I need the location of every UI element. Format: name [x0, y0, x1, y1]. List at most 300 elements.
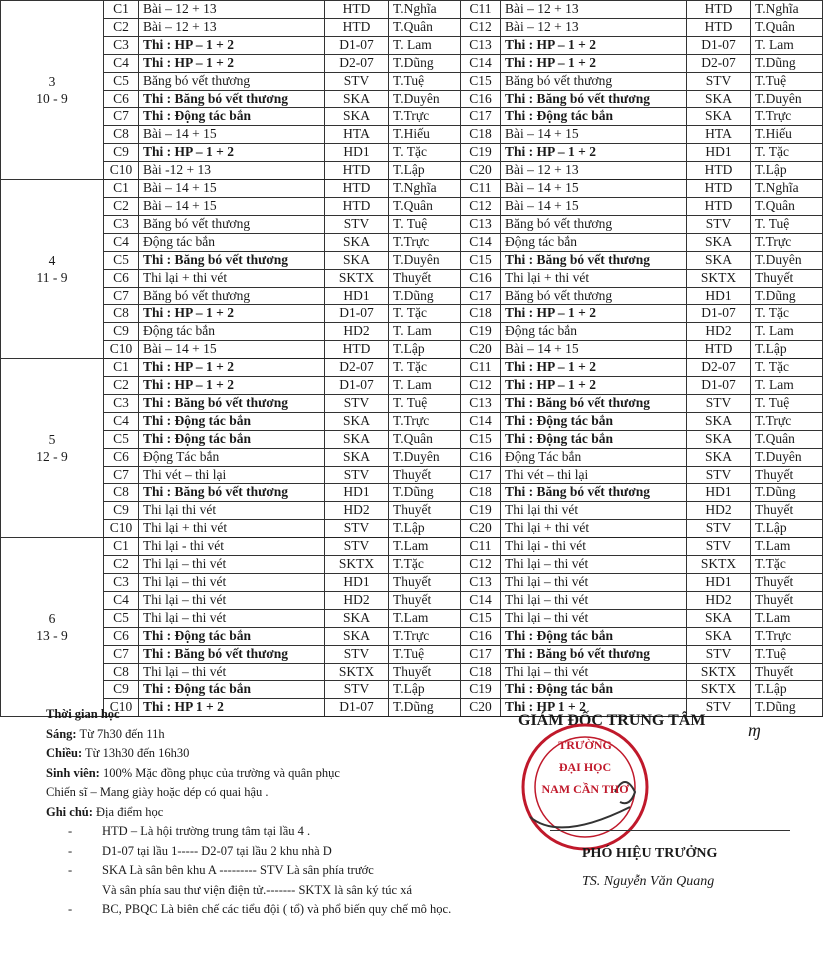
exam-prefix: Thi :: [505, 627, 537, 643]
location-cell: STV: [325, 215, 389, 233]
table-row: [1, 412, 823, 430]
subject-text: Băng bó vết thương: [505, 215, 613, 231]
subject-text: Bài – 14 + 15: [143, 180, 217, 196]
day-cell: [1, 180, 104, 359]
subject-cell: [139, 215, 325, 233]
class-code: C18: [461, 663, 501, 681]
instructor-cell: T.Quân: [751, 197, 823, 215]
exam-prefix: Thi :: [143, 377, 175, 393]
subject-text: Băng bó vết thương: [536, 484, 650, 500]
instructor-cell: T. Lam: [751, 377, 823, 395]
class-code: C4: [104, 233, 139, 251]
subject-text: Động tác bắn: [536, 681, 614, 697]
table-row: [1, 591, 823, 609]
subject-text: HP – 1 + 2: [174, 36, 234, 52]
subject-cell: [501, 215, 687, 233]
day-date: 12 - 9: [36, 449, 68, 465]
subject-text: Bài – 12 + 13: [505, 162, 579, 178]
instructor-cell: T.Duyên: [751, 448, 823, 466]
instructor-cell: T. Tặc: [751, 359, 823, 377]
location-cell: HTD: [325, 180, 389, 198]
subject-cell: [501, 412, 687, 430]
exam-prefix: Thi :: [143, 645, 175, 661]
class-code: C2: [104, 556, 139, 574]
subject-cell: [139, 645, 325, 663]
subject-text: Bài – 14 + 15: [143, 126, 217, 142]
location-cell: STV: [325, 538, 389, 556]
location-cell: HD2: [687, 323, 751, 341]
subject-cell: [139, 591, 325, 609]
instructor-cell: T.Lập: [389, 520, 461, 538]
subject-text: Băng bó vết thương: [536, 251, 650, 267]
subject-text: Băng bó vết thương: [174, 484, 288, 500]
table-row: [1, 287, 823, 305]
instructor-cell: T. Tặc: [389, 359, 461, 377]
location-cell: D1-07: [325, 36, 389, 54]
class-code: C11: [461, 538, 501, 556]
subject-text: Băng bó vết thương: [505, 72, 613, 88]
table-row: [1, 215, 823, 233]
exam-prefix: Thi :: [143, 412, 175, 428]
subject-cell: [501, 162, 687, 180]
subject-cell: [501, 18, 687, 36]
class-code: C20: [461, 341, 501, 359]
exam-prefix: Thi :: [143, 108, 175, 124]
subject-text: Thi lại + thi vét: [143, 520, 228, 536]
exam-prefix: Thi :: [505, 144, 537, 160]
location-cell: SKA: [687, 609, 751, 627]
class-code: C5: [104, 609, 139, 627]
table-row: [1, 54, 823, 72]
class-code: C17: [461, 108, 501, 126]
exam-prefix: Thi :: [143, 394, 175, 410]
day-number: 4: [48, 253, 56, 269]
instructor-cell: T.Nghĩa: [389, 1, 461, 19]
instructor-cell: T.Lập: [389, 162, 461, 180]
instructor-cell: Thuyết: [751, 502, 823, 520]
subject-cell: [501, 90, 687, 108]
subject-text: Thi lại – thi vét: [505, 663, 589, 679]
location-cell: SKA: [687, 108, 751, 126]
instructor-cell: T.Dũng: [389, 484, 461, 502]
subject-text: Băng bó vết thương: [174, 90, 288, 106]
exam-prefix: Thi :: [505, 645, 537, 661]
location-cell: HTD: [325, 18, 389, 36]
table-row: [1, 627, 823, 645]
class-code: C9: [104, 323, 139, 341]
location-cell: D2-07: [687, 54, 751, 72]
exam-prefix: Thi :: [505, 36, 537, 52]
subject-cell: [501, 197, 687, 215]
subject-text: Động Tác bắn: [505, 448, 582, 464]
instructor-cell: T. Lam: [751, 36, 823, 54]
subject-cell: [139, 323, 325, 341]
class-code: C20: [461, 699, 501, 717]
instructor-cell: T.Hiếu: [751, 126, 823, 144]
exam-prefix: Thi :: [143, 305, 175, 321]
instructor-cell: Thuyết: [751, 591, 823, 609]
subject-text: Băng bó vết thương: [174, 645, 288, 661]
subject-cell: [139, 394, 325, 412]
location-cell: STV: [325, 520, 389, 538]
instructor-cell: T. Tặc: [389, 144, 461, 162]
exam-prefix: Thi :: [505, 359, 537, 375]
table-row: [1, 574, 823, 592]
instructor-cell: T.Dũng: [751, 484, 823, 502]
subject-text: Băng bó vết thương: [505, 287, 613, 303]
subject-cell: [501, 448, 687, 466]
subject-cell: [139, 18, 325, 36]
location-cell: SKA: [325, 412, 389, 430]
table-row: [1, 108, 823, 126]
location-cell: HTD: [687, 162, 751, 180]
location-cell: SKA: [325, 448, 389, 466]
director-title: GIÁM ĐỐC TRUNG TÂM: [518, 712, 706, 729]
instructor-cell: T.Tuệ: [751, 645, 823, 663]
instructor-cell: T.Duyên: [389, 251, 461, 269]
instructor-cell: T. Tặc: [751, 144, 823, 162]
table-row: [1, 430, 823, 448]
location-cell: HD1: [687, 287, 751, 305]
location-cell: D1-07: [687, 36, 751, 54]
location-cell: STV: [687, 520, 751, 538]
subject-text: HP – 1 + 2: [174, 54, 234, 70]
class-code: C19: [461, 144, 501, 162]
subject-text: Động tác bắn: [505, 233, 577, 249]
class-code: C9: [104, 144, 139, 162]
subject-text: Thi lại – thi vét: [143, 591, 227, 607]
location-cell: HD2: [325, 323, 389, 341]
subject-cell: [501, 430, 687, 448]
subject-text: Thi lại – thi vét: [143, 556, 227, 572]
table-row: [1, 377, 823, 395]
location-cell: HD1: [325, 144, 389, 162]
subject-text: Thi lại – thi vét: [143, 609, 227, 625]
class-code: C5: [104, 72, 139, 90]
table-row: [1, 359, 823, 377]
subject-text: Động tác bắn: [536, 412, 614, 428]
instructor-cell: T.Trực: [751, 108, 823, 126]
class-code: C3: [104, 574, 139, 592]
instructor-cell: T.Lập: [389, 341, 461, 359]
subject-cell: [139, 627, 325, 645]
morning-label: Sáng:: [46, 726, 77, 741]
location-cell: STV: [687, 394, 751, 412]
subject-text: Động tác bắn: [174, 412, 252, 428]
subject-text: HP 1 + 2: [536, 699, 586, 715]
location-cell: HTA: [325, 126, 389, 144]
location-cell: HD2: [687, 591, 751, 609]
location-cell: HTD: [687, 1, 751, 19]
morning-time: Từ 7h30 đến 11h: [79, 726, 165, 741]
class-code: C16: [461, 90, 501, 108]
instructor-cell: T.Duyên: [751, 251, 823, 269]
subject-cell: [501, 591, 687, 609]
subject-text: Động tác bắn: [536, 430, 614, 446]
subject-cell: [139, 663, 325, 681]
table-row: [1, 126, 823, 144]
location-cell: STV: [687, 215, 751, 233]
subject-cell: [139, 72, 325, 90]
class-code: C18: [461, 484, 501, 502]
table-row: [1, 323, 823, 341]
subject-text: Bài -12 + 13: [143, 162, 211, 178]
exam-prefix: Thi :: [505, 681, 537, 697]
day-cell: [1, 359, 104, 538]
location-cell: SKTX: [687, 663, 751, 681]
instructor-cell: T.Quân: [751, 430, 823, 448]
instructor-cell: T.Nghĩa: [751, 1, 823, 19]
class-code: C14: [461, 54, 501, 72]
note-item: D1-07 tại lầu 1----- D2-07 tại lầu 2 khu nhà D: [102, 843, 332, 858]
location-cell: HTD: [325, 1, 389, 19]
day-number: 6: [48, 611, 56, 627]
subject-cell: [501, 287, 687, 305]
subject-cell: [139, 359, 325, 377]
instructor-cell: T.Lập: [751, 341, 823, 359]
class-code: C6: [104, 269, 139, 287]
subject-cell: [139, 251, 325, 269]
subject-cell: [139, 556, 325, 574]
subject-text: Bài – 14 + 15: [505, 197, 579, 213]
subject-text: Thi vét – thi lại: [143, 466, 227, 482]
note-label: Ghi chú:: [46, 804, 93, 819]
instructor-cell: T.Hiếu: [389, 126, 461, 144]
subject-cell: [501, 645, 687, 663]
subject-cell: [139, 538, 325, 556]
table-row: [1, 520, 823, 538]
subject-text: Thi lại – thi vét: [505, 609, 589, 625]
subject-cell: [501, 377, 687, 395]
subject-cell: [501, 144, 687, 162]
exam-prefix: Thi :: [143, 36, 175, 52]
instructor-cell: T.Duyên: [389, 448, 461, 466]
location-cell: STV: [687, 538, 751, 556]
class-code: C8: [104, 126, 139, 144]
instructor-cell: T.Trực: [389, 627, 461, 645]
instructor-cell: T. Tuệ: [389, 215, 461, 233]
class-code: C3: [104, 394, 139, 412]
instructor-cell: T.Trực: [389, 108, 461, 126]
subject-cell: [501, 54, 687, 72]
class-code: C19: [461, 323, 501, 341]
subject-cell: [501, 520, 687, 538]
location-cell: HD2: [325, 591, 389, 609]
class-code: C6: [104, 627, 139, 645]
subject-text: HP – 1 + 2: [536, 305, 596, 321]
location-cell: D2-07: [687, 359, 751, 377]
subject-cell: [501, 359, 687, 377]
class-code: C2: [104, 377, 139, 395]
location-cell: SKA: [687, 251, 751, 269]
subject-text: Băng bó vết thương: [143, 72, 251, 88]
exam-prefix: Thi :: [505, 305, 537, 321]
instructor-cell: T.Nghĩa: [751, 180, 823, 198]
subject-cell: [501, 1, 687, 19]
seal-text: TRƯỜNG ĐẠI HỌC NAM CẦN THƠ: [541, 738, 629, 796]
subject-text: Động tác bắn: [174, 108, 252, 124]
location-cell: D2-07: [325, 359, 389, 377]
table-row: [1, 1, 823, 19]
subject-cell: [501, 609, 687, 627]
subject-text: Động tác bắn: [174, 681, 252, 697]
subject-cell: [139, 430, 325, 448]
exam-prefix: Thi :: [505, 90, 537, 106]
table-row: [1, 484, 823, 502]
subject-cell: [139, 466, 325, 484]
subject-text: Thi lại + thi vét: [505, 520, 590, 536]
subject-text: Bài – 14 + 15: [505, 341, 579, 357]
note-item: SKA Là sân bên khu A --------- STV Là sân phía trước: [102, 863, 374, 877]
subject-text: Thi lại thi vét: [505, 502, 579, 518]
instructor-cell: T.Dũng: [751, 699, 823, 717]
class-code: C6: [104, 90, 139, 108]
subject-cell: [139, 287, 325, 305]
instructor-cell: T.Trực: [751, 412, 823, 430]
subject-cell: [139, 305, 325, 323]
table-row: [1, 448, 823, 466]
subject-text: Thi vét – thi lại: [505, 466, 589, 482]
subject-cell: [139, 574, 325, 592]
instructor-cell: T.Tặc: [751, 556, 823, 574]
location-cell: SKA: [687, 430, 751, 448]
class-code: C12: [461, 556, 501, 574]
instructor-cell: Thuyết: [389, 466, 461, 484]
class-code: C6: [104, 448, 139, 466]
location-cell: SKTX: [325, 556, 389, 574]
subject-text: Bài – 14 + 15: [143, 341, 217, 357]
table-row: [1, 251, 823, 269]
subject-text: Động tác bắn: [174, 627, 252, 643]
subject-text: Động tác bắn: [536, 627, 614, 643]
location-cell: D1-07: [325, 699, 389, 717]
class-code: C10: [104, 520, 139, 538]
instructor-cell: T.Quân: [751, 18, 823, 36]
class-code: C15: [461, 72, 501, 90]
subject-cell: [501, 180, 687, 198]
subject-text: Thi lại + thi vét: [143, 269, 228, 285]
exam-prefix: Thi :: [143, 251, 175, 267]
subject-cell: [139, 520, 325, 538]
instructor-cell: T. Tuệ: [389, 394, 461, 412]
class-code: C10: [104, 699, 139, 717]
subject-cell: [501, 681, 687, 699]
table-row: [1, 305, 823, 323]
subject-text: Bài – 12 + 13: [143, 18, 217, 34]
instructor-cell: T.Trực: [389, 233, 461, 251]
subject-text: Động tác bắn: [536, 108, 614, 124]
table-row: [1, 466, 823, 484]
table-row: [1, 681, 823, 699]
class-code: C16: [461, 448, 501, 466]
instructor-cell: T. Lam: [389, 377, 461, 395]
class-code: C20: [461, 520, 501, 538]
subject-cell: [139, 412, 325, 430]
instructor-cell: T. Lam: [389, 323, 461, 341]
instructor-cell: T.Tuệ: [751, 72, 823, 90]
class-code: C17: [461, 466, 501, 484]
instructor-cell: T.Quân: [389, 197, 461, 215]
table-row: [1, 502, 823, 520]
table-row: [1, 556, 823, 574]
subject-cell: [139, 269, 325, 287]
signature-scribble: ɱ: [748, 720, 761, 740]
class-code: C5: [104, 251, 139, 269]
location-cell: STV: [325, 645, 389, 663]
subject-cell: [501, 556, 687, 574]
signature-rule: [550, 830, 790, 831]
subject-text: Thi lại – thi vét: [143, 663, 227, 679]
class-code: C7: [104, 466, 139, 484]
subject-text: HP – 1 + 2: [174, 144, 234, 160]
subject-text: Thi lại - thi vét: [143, 538, 224, 554]
afternoon-time: Từ 13h30 đến 16h30: [85, 746, 190, 760]
location-cell: SKA: [687, 448, 751, 466]
subject-cell: [139, 609, 325, 627]
subject-cell: [139, 502, 325, 520]
exam-prefix: Thi :: [505, 394, 537, 410]
exam-prefix: Thi :: [505, 699, 537, 715]
instructor-cell: T.Quân: [389, 18, 461, 36]
class-code: C10: [104, 162, 139, 180]
subject-cell: [139, 681, 325, 699]
subject-cell: [139, 126, 325, 144]
class-code: C17: [461, 645, 501, 663]
class-code: C12: [461, 377, 501, 395]
location-cell: STV: [687, 466, 751, 484]
location-cell: SKA: [325, 108, 389, 126]
location-cell: HD2: [687, 502, 751, 520]
exam-prefix: Thi :: [143, 627, 175, 643]
subject-text: Thi lại + thi vét: [505, 269, 590, 285]
class-code: C8: [104, 663, 139, 681]
note-item: HTD – Là hội trường trung tâm tại lầu 4 .: [102, 824, 311, 838]
location-cell: SKA: [325, 251, 389, 269]
subject-cell: [501, 36, 687, 54]
location-cell: HTD: [687, 18, 751, 36]
subject-cell: [139, 197, 325, 215]
class-code: C1: [104, 1, 139, 19]
exam-prefix: Thi :: [505, 54, 537, 70]
class-code: C11: [461, 1, 501, 19]
instructor-cell: T.Nghĩa: [389, 180, 461, 198]
note-item: BC, PBQC Là biên chế các tiểu đội ( tổ) và phổ biến quy chế mô học.: [102, 902, 452, 916]
instructor-cell: Thuyết: [751, 269, 823, 287]
table-row: [1, 663, 823, 681]
instructor-cell: T.Duyên: [751, 90, 823, 108]
location-cell: HD2: [325, 502, 389, 520]
subject-cell: [501, 627, 687, 645]
location-cell: SKA: [325, 90, 389, 108]
table-row: [1, 162, 823, 180]
location-cell: D2-07: [325, 54, 389, 72]
class-code: C5: [104, 430, 139, 448]
subject-cell: [501, 502, 687, 520]
instructor-cell: T. Tuệ: [751, 394, 823, 412]
exam-prefix: Thi :: [505, 430, 537, 446]
subject-cell: [501, 574, 687, 592]
subject-text: HP – 1 + 2: [536, 54, 596, 70]
subject-cell: [501, 341, 687, 359]
subject-text: Thi lại – thi vét: [505, 591, 589, 607]
subject-cell: [139, 144, 325, 162]
subject-text: Động tác bắn: [505, 323, 577, 339]
subject-text: Thi lại – thi vét: [505, 574, 589, 589]
subject-text: Bài – 12 + 13: [505, 1, 579, 16]
instructor-cell: T.Lam: [389, 538, 461, 556]
class-code: C17: [461, 287, 501, 305]
exam-prefix: Thi :: [143, 681, 175, 697]
